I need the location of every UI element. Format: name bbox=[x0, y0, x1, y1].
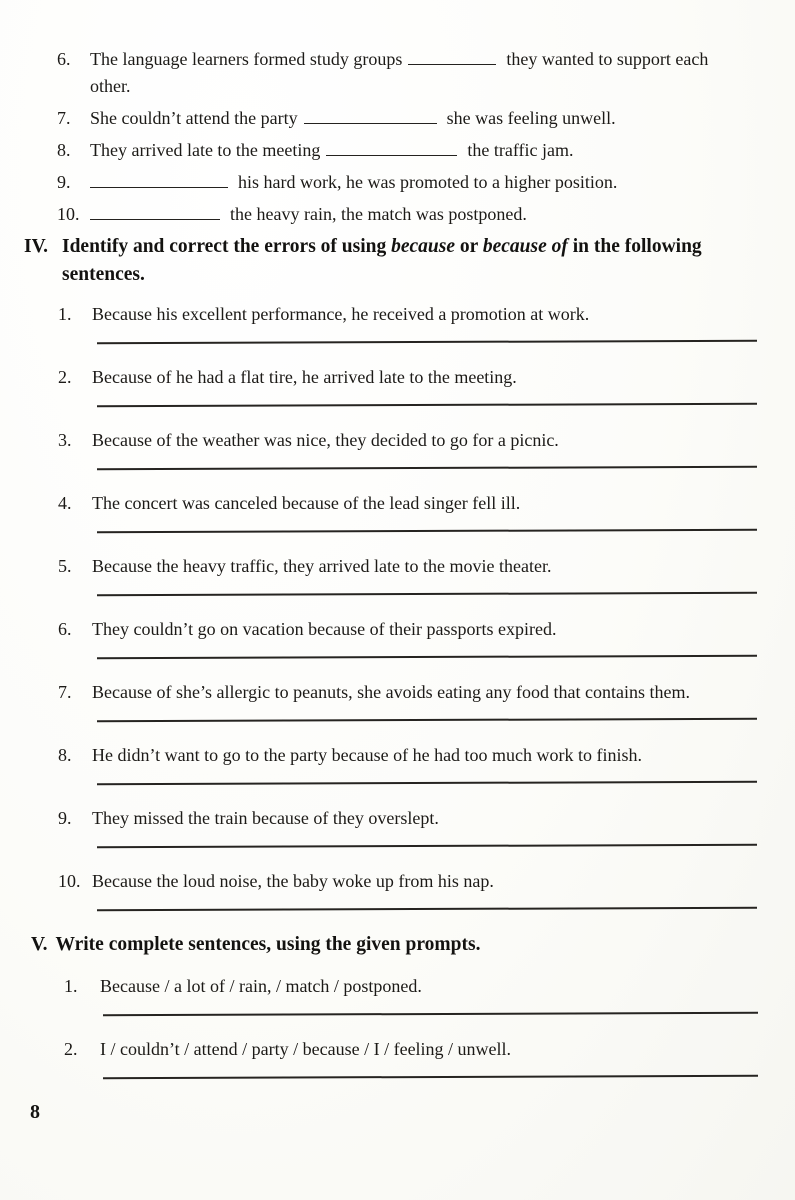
item-number: 4. bbox=[58, 493, 72, 513]
question-item bbox=[58, 679, 767, 721]
question-item bbox=[58, 427, 767, 469]
answer-blank bbox=[408, 47, 496, 65]
answer-blank bbox=[90, 202, 220, 220]
item-number: 3. bbox=[58, 430, 72, 450]
exercise-item bbox=[57, 201, 765, 228]
item-text-after: they wanted to support each other. bbox=[90, 49, 709, 96]
question-item bbox=[58, 868, 767, 910]
title-text: Identify and correct the errors of using bbox=[62, 236, 392, 257]
question-text: I / couldn’t / attend / party / because / I / feeling / unwell. bbox=[100, 1039, 512, 1059]
answer-blank bbox=[304, 106, 437, 124]
answer-line bbox=[97, 403, 757, 408]
question-text: Because of the weather was nice, they decided to go for a picnic. bbox=[92, 430, 559, 450]
answer-line bbox=[97, 844, 757, 849]
question-item bbox=[58, 616, 767, 658]
answer-line bbox=[97, 718, 757, 723]
question-text: Because of he had a flat tire, he arrived late to the meeting. bbox=[92, 367, 517, 387]
question-item bbox=[58, 490, 767, 532]
answer-line bbox=[103, 1012, 758, 1017]
section-title: Write complete sentences, using the given prompts. bbox=[55, 934, 481, 955]
item-number: 8. bbox=[58, 745, 72, 765]
question-text: Because the loud noise, the baby woke up from his nap. bbox=[92, 871, 494, 891]
item-text-after: the heavy rain, the match was postponed. bbox=[230, 204, 527, 224]
title-text: or bbox=[455, 236, 483, 257]
question-text: Because of she’s allergic to peanuts, she avoids eating any food that contains them. bbox=[92, 682, 691, 702]
answer-line bbox=[103, 1075, 758, 1080]
item-number: 10. bbox=[58, 871, 81, 891]
item-number: 6. bbox=[58, 619, 72, 639]
item-text bbox=[90, 105, 765, 132]
answer-line bbox=[97, 907, 757, 912]
item-text bbox=[90, 46, 730, 100]
question-text: Because his excellent performance, he received a promotion at work. bbox=[92, 304, 590, 324]
question-text: The concert was canceled because of the lead singer fell ill. bbox=[92, 493, 521, 513]
item-text-before: They arrived late to the meeting bbox=[90, 140, 321, 160]
question-item bbox=[58, 553, 767, 595]
exercise-item bbox=[57, 169, 765, 196]
section-iv-heading bbox=[24, 233, 769, 289]
section-v bbox=[0, 931, 795, 1078]
question-item bbox=[58, 805, 767, 847]
item-number: 2. bbox=[64, 1039, 78, 1059]
fill-in-exercise bbox=[0, 0, 795, 228]
item-text bbox=[90, 201, 765, 228]
item-text-after: the traffic jam. bbox=[467, 140, 574, 160]
exercise-item bbox=[57, 105, 765, 132]
section-numeral: IV. bbox=[24, 236, 49, 257]
question-text: He didn’t want to go to the party because of he had too much work to finish. bbox=[92, 745, 643, 765]
page-number: 8 bbox=[30, 1101, 40, 1123]
item-number: 1. bbox=[58, 304, 72, 324]
section-numeral: V. bbox=[31, 934, 48, 955]
item-text bbox=[90, 137, 765, 164]
answer-line bbox=[97, 655, 757, 660]
item-text-before: She couldn’t attend the party bbox=[90, 108, 298, 128]
item-number: 1. bbox=[64, 976, 78, 996]
answer-line bbox=[97, 592, 757, 597]
question-text: They missed the train because of they overslept. bbox=[92, 808, 439, 828]
section-title bbox=[62, 233, 734, 289]
item-text bbox=[90, 169, 765, 196]
exercise-item bbox=[57, 46, 765, 100]
question-item bbox=[58, 301, 767, 343]
question-text: Because / a lot of / rain, / match / postponed. bbox=[100, 976, 422, 996]
answer-line bbox=[97, 466, 757, 471]
question-item bbox=[64, 1036, 767, 1078]
title-text: in the following sentences. bbox=[62, 236, 702, 285]
question-item bbox=[58, 742, 767, 784]
item-number: 10. bbox=[57, 204, 80, 224]
question-text: Because the heavy traffic, they arrived late to the movie theater. bbox=[92, 556, 552, 576]
item-text-before: The language learners formed study groups bbox=[90, 49, 403, 69]
item-number: 2. bbox=[58, 367, 72, 387]
question-item bbox=[64, 973, 767, 1015]
item-text-after: his hard work, he was promoted to a higher position. bbox=[238, 172, 618, 192]
answer-line bbox=[97, 529, 757, 534]
section-v-heading bbox=[31, 931, 769, 959]
item-number: 7. bbox=[57, 108, 71, 128]
item-number: 5. bbox=[58, 556, 72, 576]
question-text: They couldn’t go on vacation because of their passports expired. bbox=[92, 619, 557, 639]
answer-blank bbox=[326, 138, 457, 156]
item-text-after: she was feeling unwell. bbox=[446, 108, 616, 128]
item-number: 9. bbox=[58, 808, 72, 828]
answer-blank bbox=[90, 170, 228, 188]
section-iv bbox=[0, 233, 795, 910]
answer-line bbox=[97, 340, 757, 345]
item-number: 7. bbox=[58, 682, 72, 702]
title-italic-because-of: because of bbox=[482, 236, 568, 257]
item-number: 8. bbox=[57, 140, 71, 160]
answer-line bbox=[97, 781, 757, 786]
question-item bbox=[58, 364, 767, 406]
exercise-item bbox=[57, 137, 765, 164]
title-italic-because: because bbox=[391, 236, 456, 257]
item-number: 6. bbox=[57, 49, 71, 69]
item-number: 9. bbox=[57, 172, 71, 192]
